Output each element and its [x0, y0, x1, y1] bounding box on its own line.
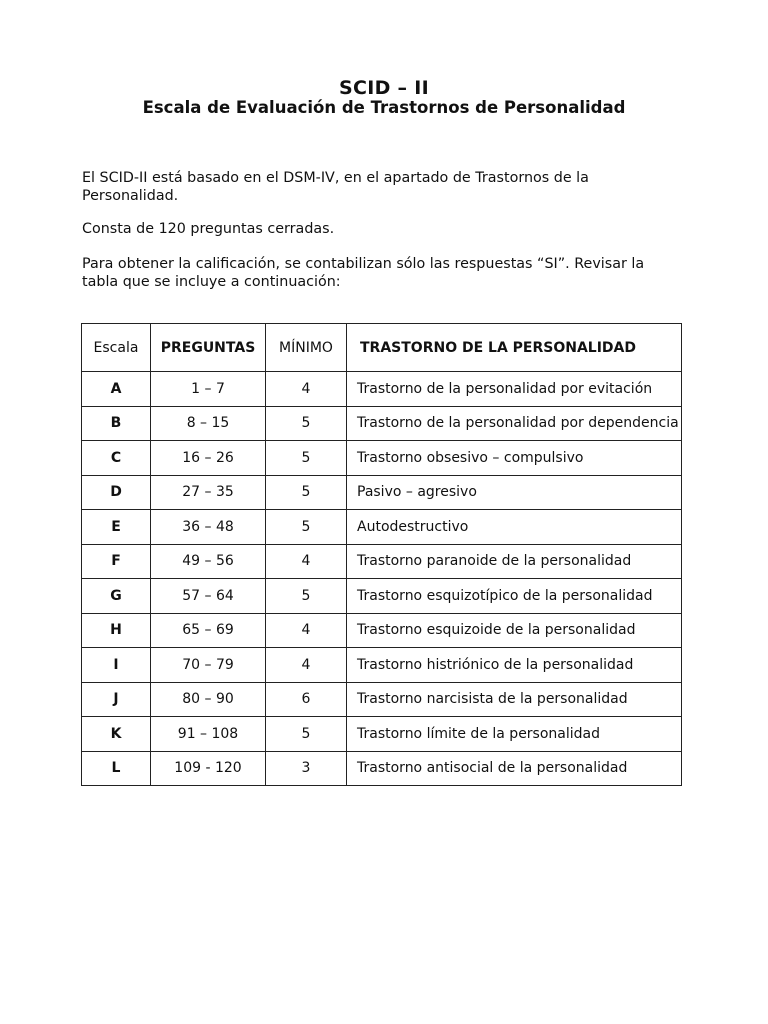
cell-preguntas: 8 – 15: [151, 406, 266, 441]
cell-preguntas: 80 – 90: [151, 682, 266, 717]
header-preguntas-label: PREGUNTAS: [160, 339, 256, 356]
intro-paragraph: El SCID-II está basado en el DSM-IV, en el apartado de Trastornos de la Personalidad.: [82, 170, 589, 204]
cell-minimo: 5: [266, 717, 347, 752]
table-row: [82, 682, 682, 717]
table-row: [82, 544, 682, 579]
cell-preguntas: 57 – 64: [151, 579, 266, 614]
table-row: [82, 441, 682, 476]
table-row: [82, 510, 682, 545]
cell-trastorno: Trastorno narcisista de la personalidad: [347, 682, 682, 717]
header-trastorno: TRASTORNO DE LA PERSONALIDAD: [347, 324, 682, 372]
cell-escala: K: [82, 717, 151, 752]
cell-escala: L: [82, 751, 151, 786]
table-row: [82, 475, 682, 510]
header-minimo: MÍNIMO: [266, 324, 347, 372]
cell-escala: A: [82, 372, 151, 407]
cell-preguntas: 36 – 48: [151, 510, 266, 545]
cell-minimo: 5: [266, 510, 347, 545]
cell-minimo: 5: [266, 441, 347, 476]
table-row: [82, 372, 682, 407]
document-title: SCID – II: [338, 77, 430, 99]
cell-preguntas: 27 – 35: [151, 475, 266, 510]
cell-minimo: 4: [266, 648, 347, 683]
cell-preguntas: 70 – 79: [151, 648, 266, 683]
table-row: [82, 648, 682, 683]
header-preguntas: [151, 324, 266, 372]
scoring-paragraph: Para obtener la calificación, se contabilizan sólo las respuestas “SI”. Revisar la tabla que se incluye a continuación:: [82, 256, 645, 290]
cell-minimo: 4: [266, 544, 347, 579]
cell-escala: G: [82, 579, 151, 614]
cell-escala: C: [82, 441, 151, 476]
cell-trastorno: Autodestructivo: [347, 510, 682, 545]
table-row: [82, 751, 682, 786]
cell-minimo: 5: [266, 579, 347, 614]
cell-preguntas: 109 - 120: [151, 751, 266, 786]
cell-minimo: 5: [266, 475, 347, 510]
header-escala: Escala: [82, 324, 151, 372]
cell-minimo: 5: [266, 406, 347, 441]
cell-trastorno: Trastorno antisocial de la personalidad: [347, 751, 682, 786]
cell-preguntas: 49 – 56: [151, 544, 266, 579]
cell-trastorno: Trastorno obsesivo – compulsivo: [347, 441, 682, 476]
questions-paragraph: Consta de 120 preguntas cerradas.: [82, 221, 335, 237]
cell-minimo: 4: [266, 372, 347, 407]
cell-trastorno: Trastorno de la personalidad por evitación: [347, 372, 682, 407]
table-header-row: [82, 324, 682, 372]
cell-preguntas: 1 – 7: [151, 372, 266, 407]
table-row: [82, 406, 682, 441]
cell-minimo: 4: [266, 613, 347, 648]
table-row: [82, 613, 682, 648]
cell-preguntas: 16 – 26: [151, 441, 266, 476]
cell-escala: E: [82, 510, 151, 545]
cell-escala: J: [82, 682, 151, 717]
cell-trastorno: Trastorno esquizotípico de la personalidad: [347, 579, 682, 614]
cell-escala: B: [82, 406, 151, 441]
scales-table: [81, 323, 682, 786]
cell-trastorno: Trastorno de la personalidad por dependencia: [347, 406, 682, 441]
cell-minimo: 6: [266, 682, 347, 717]
cell-trastorno: Trastorno paranoide de la personalidad: [347, 544, 682, 579]
cell-trastorno: Trastorno esquizoide de la personalidad: [347, 613, 682, 648]
cell-escala: F: [82, 544, 151, 579]
cell-escala: D: [82, 475, 151, 510]
cell-preguntas: 65 – 69: [151, 613, 266, 648]
cell-trastorno: Pasivo – agresivo: [347, 475, 682, 510]
cell-escala: I: [82, 648, 151, 683]
table-row: [82, 717, 682, 752]
cell-trastorno: Trastorno histriónico de la personalidad: [347, 648, 682, 683]
cell-minimo: 3: [266, 751, 347, 786]
cell-preguntas: 91 – 108: [151, 717, 266, 752]
cell-trastorno: Trastorno límite de la personalidad: [347, 717, 682, 752]
table-row: [82, 579, 682, 614]
cell-escala: H: [82, 613, 151, 648]
document-subtitle: Escala de Evaluación de Trastornos de Personalidad: [142, 98, 626, 117]
